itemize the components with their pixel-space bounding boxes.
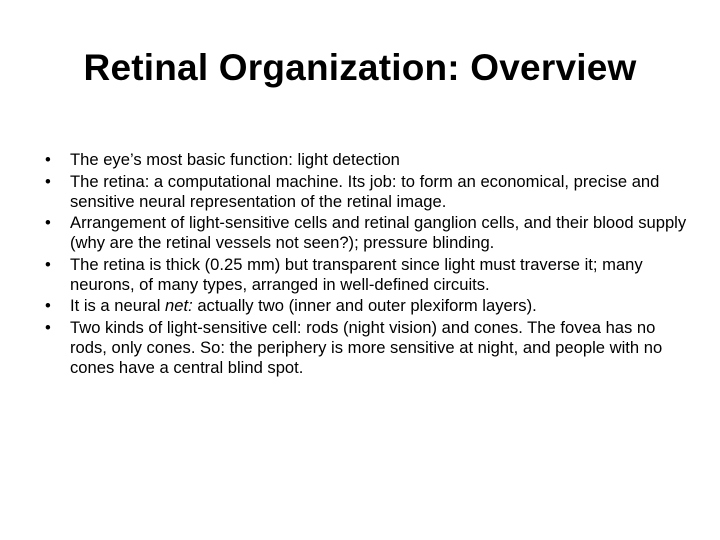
bullet-item <box>44 213 694 253</box>
bullet-item <box>44 172 694 212</box>
bullet-marker: • <box>45 213 51 233</box>
bullet-text: Two kinds of light-sensitive cell: rods (night vision) and cones. The fovea has no rods, only cones. So: the periphery is more sensitive at night, and people with no cones have a central blind spot. <box>70 317 663 377</box>
bullet-text: The retina is thick (0.25 mm) but transparent since light must traverse it; many neurons, of many types, arranged in well-defined circuits. <box>70 254 643 294</box>
bullet-marker: • <box>45 171 51 191</box>
bullet-item <box>44 296 694 316</box>
bullet-text-emphasis: net: <box>165 296 193 316</box>
bullet-text-before: It is a neural <box>70 296 166 316</box>
bullet-marker: • <box>45 296 51 316</box>
bullet-item <box>44 255 694 295</box>
bullet-marker: • <box>45 254 51 274</box>
bullet-item <box>44 318 694 378</box>
bullet-text: The eye’s most basic function: light detection <box>70 150 400 169</box>
bullet-text: Arrangement of light-sensitive cells and retinal ganglion cells, and their blood supply (why are the retinal vessels not seen?); pressure blinding. <box>70 213 687 253</box>
bullet-marker: • <box>45 150 51 169</box>
bullet-text-after: actually two (inner and outer plexiform layers). <box>192 296 537 316</box>
bullet-text <box>70 296 537 315</box>
bullet-text: The retina: a computational machine. Its job: to form an economical, precise and sensitive neural representation of the retinal image. <box>70 171 660 211</box>
slide-title: Retinal Organization: Overview <box>83 47 637 88</box>
bullet-marker: • <box>45 317 51 337</box>
bullet-list <box>44 150 694 380</box>
bullet-item <box>44 150 694 170</box>
